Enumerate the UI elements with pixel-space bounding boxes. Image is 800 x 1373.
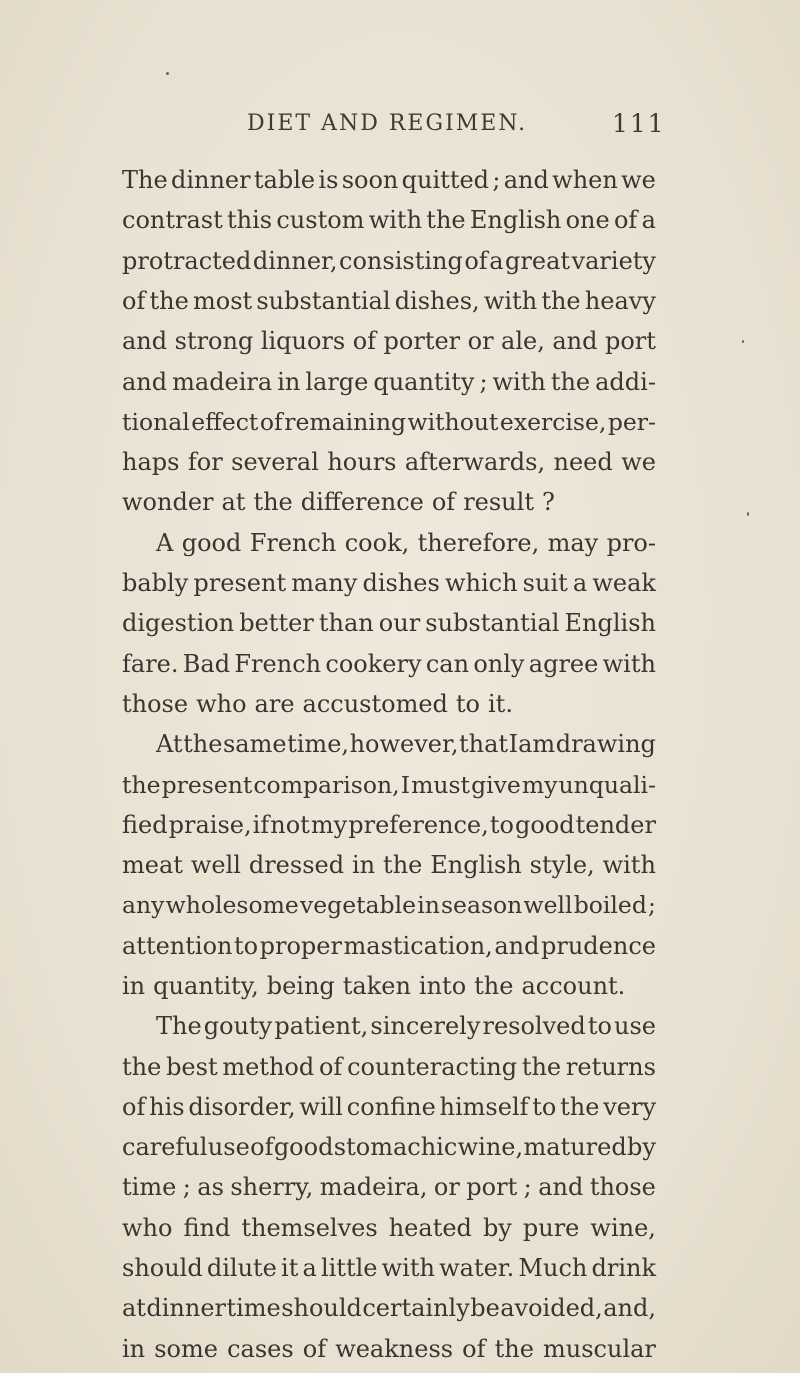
word: great [505, 247, 571, 275]
word: substantial [425, 609, 560, 637]
text-line [122, 563, 656, 603]
word: however, [349, 730, 459, 758]
word: ale, [501, 327, 545, 355]
text-line [122, 281, 656, 321]
word: ; [492, 166, 501, 194]
word: liquors [260, 327, 346, 355]
word: who [196, 690, 247, 718]
paper-speck [166, 72, 169, 75]
word: effect [191, 408, 259, 436]
word: port [604, 327, 656, 355]
text-line [122, 1288, 656, 1328]
word: mastication, [343, 932, 493, 960]
word: it [281, 1254, 299, 1282]
text-line [122, 1047, 656, 1087]
word: well [523, 891, 573, 919]
word: in [417, 891, 440, 919]
word: quitted [401, 166, 490, 194]
word: will [299, 1093, 343, 1121]
word: with [602, 851, 656, 879]
word: Bad [182, 650, 231, 678]
word: large [305, 368, 369, 396]
word: a [489, 247, 504, 275]
word: cookery [325, 650, 422, 678]
text-line [122, 765, 656, 805]
text-line [122, 1208, 656, 1248]
text-line [122, 200, 656, 240]
word: good [181, 529, 242, 557]
word: weakness [335, 1335, 454, 1363]
word: substantial [256, 287, 391, 315]
word: disorder, [188, 1093, 296, 1121]
word: a [572, 569, 588, 597]
text-line [122, 644, 656, 684]
text-line [122, 1329, 656, 1369]
word: to [532, 1093, 557, 1121]
word: bably [122, 569, 189, 597]
word: water. [439, 1254, 515, 1282]
text-line [122, 926, 656, 966]
word: cook, [344, 529, 410, 557]
word: madeira, [319, 1173, 428, 1201]
word: strong [174, 327, 254, 355]
word: himself [439, 1093, 529, 1121]
word: counteracting [347, 1053, 518, 1081]
word: quantity, [153, 972, 259, 1000]
word: of [462, 1335, 486, 1363]
word: if [252, 811, 270, 839]
word: afterwards, [404, 448, 546, 476]
word: of [613, 206, 638, 234]
word: English [564, 609, 656, 637]
word: should [122, 1254, 203, 1282]
word: of [122, 1093, 146, 1121]
word: that [459, 730, 509, 758]
word: the [183, 730, 223, 758]
word: sherry, [230, 1173, 314, 1201]
word: which [444, 569, 518, 597]
word: account. [521, 972, 626, 1000]
word: should [281, 1294, 362, 1322]
text-line [156, 523, 656, 563]
word: quantity [373, 368, 475, 396]
word: confine [346, 1093, 436, 1121]
word: and [503, 166, 549, 194]
text-line [122, 1248, 656, 1288]
word: when [552, 166, 618, 194]
word: as [197, 1173, 224, 1201]
word: my [521, 771, 558, 799]
word: the [253, 488, 293, 516]
word: dinner, [252, 247, 338, 275]
word: proper [259, 932, 342, 960]
word: dinner [170, 166, 251, 194]
page-number: 111 [612, 109, 666, 138]
word: custom [276, 206, 365, 234]
word: for [187, 448, 223, 476]
word: being [266, 972, 335, 1000]
word: Iam [508, 730, 556, 758]
word: and [122, 327, 168, 355]
word: the [383, 851, 423, 879]
word: a [641, 206, 656, 234]
text-line [122, 603, 656, 643]
word: or [433, 1173, 460, 1201]
word: need [553, 448, 613, 476]
word: hours [327, 448, 397, 476]
word: to [489, 811, 514, 839]
word: madeira [172, 368, 273, 396]
word: difference [300, 488, 424, 516]
word: themselves [241, 1214, 378, 1242]
word: we [621, 166, 656, 194]
word: present [161, 771, 253, 799]
word: port [466, 1173, 518, 1201]
word: with [368, 206, 423, 234]
word: of [352, 327, 377, 355]
word: very [603, 1093, 656, 1121]
text-line-last [122, 966, 656, 1006]
word: his [149, 1093, 185, 1121]
word: in [122, 972, 146, 1000]
word: contrast [122, 206, 223, 234]
word: resolved [482, 1012, 586, 1040]
word: careful [122, 1133, 208, 1161]
word: into [418, 972, 467, 1000]
word: The [156, 1012, 202, 1040]
word: with [381, 1254, 435, 1282]
word: can [425, 650, 470, 678]
running-head: DIET AND REGIMEN. [247, 111, 528, 136]
word: vegetable [299, 891, 417, 919]
word: French [249, 529, 337, 557]
word: with [602, 650, 656, 678]
word: well [190, 851, 241, 879]
text-line [156, 724, 656, 764]
word: ; [479, 368, 488, 396]
word: the [541, 287, 581, 315]
word: muscular [543, 1335, 656, 1363]
word: the [550, 368, 591, 396]
word: heated [388, 1214, 472, 1242]
word: agree [528, 650, 599, 678]
word: ; [523, 1173, 532, 1201]
word: the [494, 1335, 534, 1363]
word: wine, [590, 1214, 656, 1242]
word: one [565, 206, 610, 234]
word: best [166, 1053, 218, 1081]
word: my [310, 811, 348, 839]
word: prudence [541, 932, 656, 960]
word: same [222, 730, 287, 758]
word: fied [122, 811, 168, 839]
word: those [589, 1173, 656, 1201]
word: with [483, 287, 538, 315]
word: time, [287, 730, 350, 758]
word: not [270, 811, 310, 839]
word: preference, [348, 811, 489, 839]
word: the [474, 972, 514, 1000]
word: is [318, 166, 339, 194]
text-line [122, 442, 656, 482]
word: the [149, 287, 189, 315]
text-line [122, 1127, 656, 1167]
word: soon [341, 166, 399, 194]
word: the [122, 771, 161, 799]
word: per- [607, 408, 656, 436]
word: the [426, 206, 466, 234]
word: little [320, 1254, 378, 1282]
word: the [521, 1053, 562, 1081]
word: dilute [206, 1254, 277, 1282]
word: our [378, 609, 421, 637]
word: exercise, [499, 408, 607, 436]
word: returns [565, 1053, 656, 1081]
word: and [552, 327, 598, 355]
word: of [122, 287, 146, 315]
word: result [463, 488, 534, 516]
word: attention [122, 932, 233, 960]
word: we [621, 448, 656, 476]
word: table [253, 166, 316, 194]
word: this [227, 206, 273, 234]
word: to [455, 690, 480, 718]
word: certainly [362, 1294, 470, 1322]
word: consisting [339, 247, 463, 275]
word: without [407, 408, 499, 436]
word: dinner [146, 1294, 227, 1322]
word: unquali- [558, 771, 656, 799]
word: of [464, 247, 488, 275]
word: French [234, 650, 322, 678]
page-header [0, 104, 800, 144]
word: matured [523, 1133, 627, 1161]
word: pro- [606, 529, 656, 557]
word: and [494, 932, 540, 960]
text-line [122, 241, 656, 281]
text-line [122, 1087, 656, 1127]
word: tional [122, 408, 190, 436]
word: some [154, 1335, 218, 1363]
word: may [547, 529, 599, 557]
word: wholesome [165, 891, 299, 919]
word: The [122, 166, 168, 194]
word: time [226, 1294, 281, 1322]
word: be [470, 1294, 500, 1322]
word: boiled [573, 891, 647, 919]
word: drink [591, 1254, 656, 1282]
word: therefore, [417, 529, 540, 557]
word: in [352, 851, 376, 879]
word: English [430, 851, 522, 879]
word: cases [227, 1335, 294, 1363]
word: suit [522, 569, 568, 597]
word: praise, [168, 811, 252, 839]
word: avoided, [500, 1294, 603, 1322]
word: pure [522, 1214, 580, 1242]
word: must [411, 771, 470, 799]
word: by [482, 1214, 512, 1242]
text-line-last [122, 482, 656, 522]
word: those [122, 690, 189, 718]
word: a [302, 1254, 317, 1282]
word: in [122, 1335, 146, 1363]
text-line [122, 1167, 656, 1207]
word: good [514, 811, 575, 839]
word: are [254, 690, 295, 718]
word: stomachic [333, 1133, 458, 1161]
word: wine, [457, 1133, 524, 1161]
word: variety [571, 247, 656, 275]
word: any [122, 891, 165, 919]
word: the [122, 1053, 162, 1081]
word: At [156, 730, 183, 758]
word: time [122, 1173, 177, 1201]
word: fare. [122, 650, 179, 678]
word: haps [122, 448, 180, 476]
word: the [560, 1093, 600, 1121]
word: Much [518, 1254, 588, 1282]
word: and [538, 1173, 584, 1201]
word: meat [122, 851, 183, 879]
word: and [122, 368, 168, 396]
text-line [122, 362, 656, 402]
word: ; [182, 1173, 191, 1201]
word: only [473, 650, 525, 678]
word: than [318, 609, 374, 637]
word: sincerely [370, 1012, 481, 1040]
word: A [156, 529, 174, 557]
text-line-last [122, 684, 656, 724]
word: and, [603, 1294, 656, 1322]
word: style, [529, 851, 595, 879]
word: taken [342, 972, 411, 1000]
word: season [441, 891, 523, 919]
word: to [234, 932, 259, 960]
word: protracted [122, 247, 252, 275]
word: I [400, 771, 410, 799]
word: wonder [122, 488, 214, 516]
text-line [122, 160, 656, 200]
word: use [614, 1012, 656, 1040]
word: addi- [595, 368, 656, 396]
text-line [122, 845, 656, 885]
word: English [469, 206, 562, 234]
word: find [183, 1214, 231, 1242]
word: at [221, 488, 246, 516]
word: gouty [203, 1012, 273, 1040]
word: of [302, 1335, 327, 1363]
word: weak [592, 569, 656, 597]
word: drawing [555, 730, 656, 758]
word: digestion [122, 609, 235, 637]
text-line [122, 402, 656, 442]
word: of [431, 488, 456, 516]
word: it. [488, 690, 513, 718]
word: of [318, 1053, 343, 1081]
word: dressed [248, 851, 345, 879]
word: dishes, [394, 287, 480, 315]
paper-speck [747, 512, 749, 516]
text-line [122, 805, 656, 845]
paper-speck [742, 340, 744, 343]
word: who [122, 1214, 173, 1242]
word: patient, [274, 1012, 369, 1040]
word: heavy [584, 287, 656, 315]
word: or [467, 327, 494, 355]
word: by [627, 1133, 656, 1161]
word: present [193, 569, 287, 597]
word: ; [648, 891, 656, 919]
word: good [273, 1133, 334, 1161]
word: method [222, 1053, 315, 1081]
word: use [207, 1133, 250, 1161]
word: of [259, 408, 283, 436]
word: at [122, 1294, 146, 1322]
word: remaining [284, 408, 406, 436]
word: most [193, 287, 253, 315]
word: with [492, 368, 546, 396]
word: better [239, 609, 314, 637]
word: to [587, 1012, 612, 1040]
word: in [277, 368, 301, 396]
word: dishes [362, 569, 440, 597]
word: ? [541, 488, 555, 516]
text-line [122, 321, 656, 361]
word: tender [575, 811, 656, 839]
word: comparison, [253, 771, 400, 799]
word: of [250, 1133, 274, 1161]
word: accustomed [302, 690, 448, 718]
text-line [156, 1006, 656, 1046]
word: give [471, 771, 521, 799]
word: porter [383, 327, 461, 355]
word: many [291, 569, 358, 597]
text-line [122, 885, 656, 925]
word: several [231, 448, 319, 476]
